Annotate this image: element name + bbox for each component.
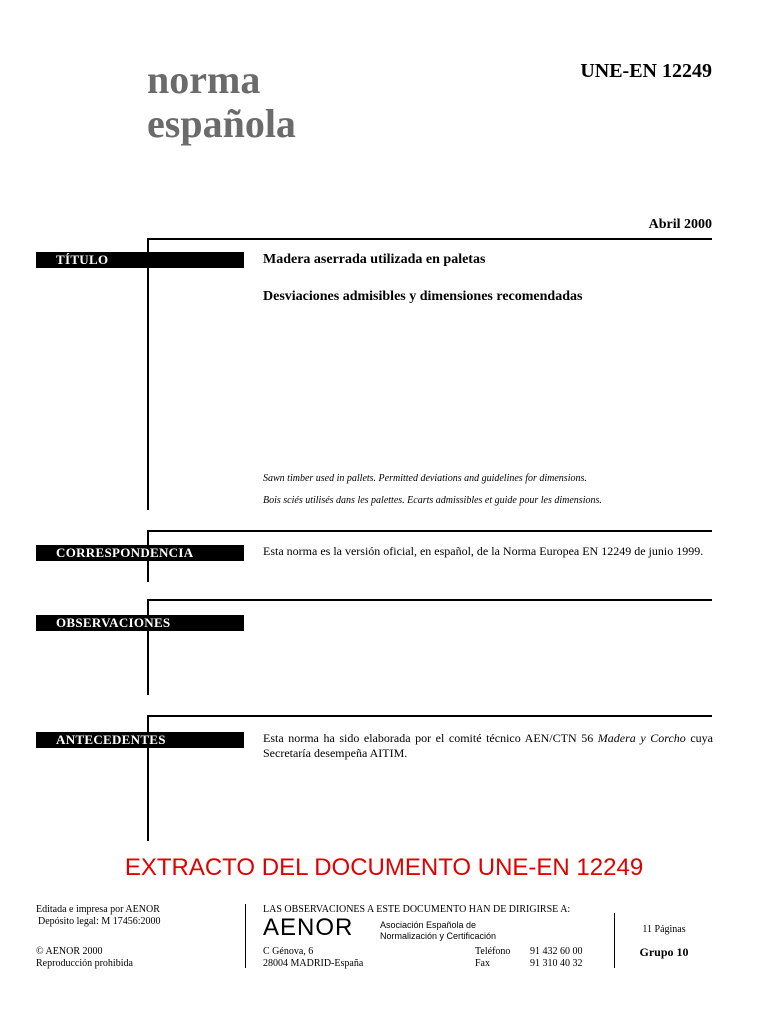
footer-group: Grupo 10 [639,945,689,959]
antecedentes-text-start: Esta norma ha sido elaborada por el comité técnico AEN/CTN 56 [263,731,598,745]
footer-fax-label: Fax [475,958,490,969]
footer-fax: 91 310 40 32 [530,958,583,969]
publication-date: Abril 2000 [648,217,712,232]
brand-title [147,58,296,146]
standard-code: UNE-EN 12249 [580,60,712,82]
footer-phone: 91 432 60 00 [530,946,583,957]
correspondencia-text: Esta norma es la versión oficial, en español, de la Norma Europea EN 12249 de junio 1999. [263,544,704,558]
subtitle-spanish: Desviaciones admisibles y dimensiones recomendadas [263,289,583,304]
antecedentes-text [263,731,713,761]
footer-phone-label: Teléfono [475,946,511,957]
footer-reproduction: Reproducción prohibida [36,958,133,969]
brand-line-2: española [147,101,296,146]
extract-banner: EXTRACTO DEL DOCUMENTO UNE-EN 12249 [124,854,644,881]
section-rule-titulo [147,238,149,510]
footer-edited-by: Editada e impresa por AENOR [36,904,160,915]
footer-deposit: Depósito legal: M 17456:2000 [38,916,161,927]
divider-antecedentes [147,715,712,717]
label-correspondencia: CORRESPONDENCIA [36,545,244,561]
footer-copyright: © AENOR 2000 [36,946,103,957]
footer-observations-to: LAS OBSERVACIONES A ESTE DOCUMENTO HAN DE DIRIGIRSE A: [263,904,571,915]
divider-top [147,238,712,240]
title-spanish: Madera aserrada utilizada en paletas [263,252,486,267]
aenor-logo: AENOR [263,914,354,941]
footer-pages: 11 Páginas [642,924,686,935]
title-english: Sawn timber used in pallets. Permitted deviations and guidelines for dimensions. [263,473,587,484]
antecedentes-text-end: cuya Secretaría desempeña AITIM. [263,731,714,760]
label-titulo: TÍTULO [36,252,244,268]
aenor-name-line-2: Normalización y Certificación [380,931,497,941]
label-antecedentes: ANTECEDENTES [36,732,244,748]
divider-correspondencia [147,530,712,532]
aenor-full-name [380,920,496,942]
label-observaciones: OBSERVACIONES [36,615,244,631]
committee-name: Madera y Corcho [597,731,686,745]
aenor-name-line-1: Asociación Española de [380,920,477,930]
footer-address-2: 28004 MADRID-España [263,958,364,969]
footer-address-1: C Génova, 6 [263,946,314,957]
divider-observaciones [147,599,712,601]
footer-divider-left [245,904,246,968]
brand-line-1: norma [147,57,261,102]
title-french: Bois sciés utilisés dans les palettes. Ecarts admissibles et guide pour les dimensions. [263,495,602,506]
